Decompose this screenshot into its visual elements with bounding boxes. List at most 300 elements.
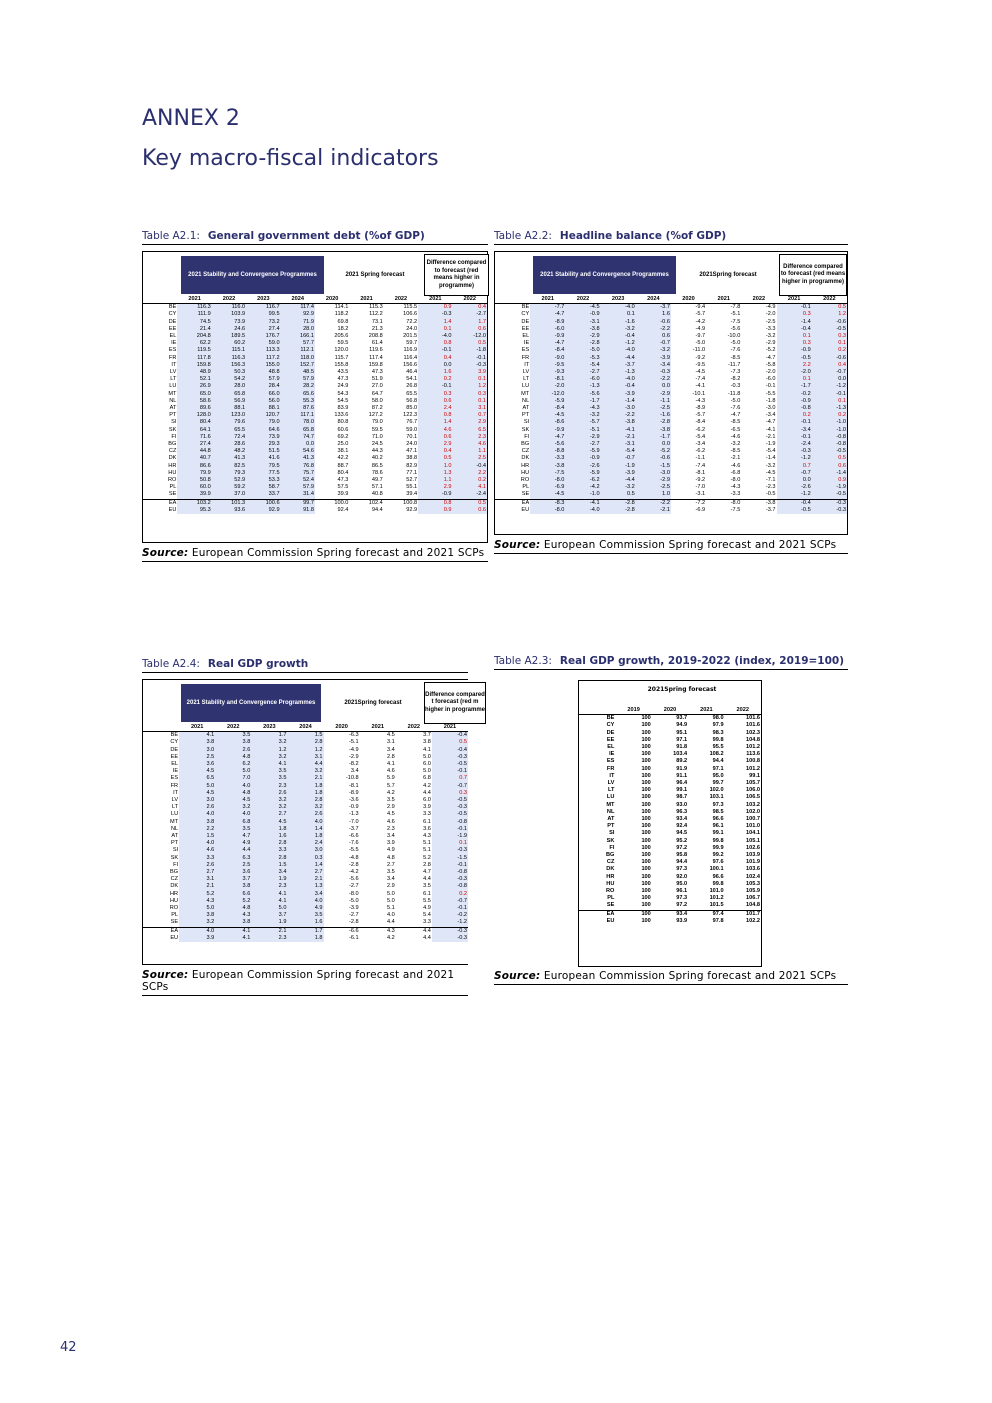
value-cell: 105.9 — [746, 888, 760, 895]
country-code-cell: EL — [607, 744, 615, 751]
table-row — [143, 761, 468, 768]
value-cell: 65.0 — [177, 391, 211, 398]
value-cell: 4.0 — [179, 840, 215, 847]
value-cell: 95.0 — [712, 772, 724, 779]
value-cell: -0.3 — [812, 507, 847, 514]
value-cell: 0.3 — [418, 391, 452, 398]
value-cell: -3.4 — [695, 441, 706, 448]
value-cell: -6.8 — [730, 469, 741, 476]
value-cell: 4.0 — [179, 927, 215, 935]
value-cell: 106.6 — [403, 311, 418, 318]
value-cell: 58.7 — [246, 484, 280, 491]
value-cell: 3.5 — [251, 768, 287, 775]
value-cell: -0.3 — [777, 448, 812, 455]
value-cell: -4.5 — [565, 304, 600, 312]
value-cell: -7.5 — [530, 470, 565, 477]
value-cell: 96.6 — [712, 816, 724, 823]
value-cell: -6.2 — [565, 477, 600, 484]
value-cell: 1.7 — [287, 927, 323, 935]
value-cell: 95.5 — [712, 744, 724, 751]
value-cell: -5.4 — [601, 448, 636, 455]
header-scp: 2021 Stability and Convergence Programmes — [181, 256, 324, 294]
value-cell: 155.0 — [246, 362, 280, 369]
value-cell: 96.1 — [676, 888, 688, 895]
value-cell: 48.2 — [212, 448, 246, 455]
value-cell: 2.3 — [251, 883, 287, 890]
table-row — [143, 869, 468, 876]
country-code-cell: LT — [607, 787, 615, 794]
value-cell: 3.4 — [386, 876, 395, 883]
value-cell: -8.8 — [530, 448, 565, 455]
value-cell: 0.3 — [287, 855, 323, 862]
value-cell: -2.4 — [777, 441, 812, 448]
growth-table — [143, 724, 468, 942]
year-header-cell: 2024 — [287, 724, 323, 732]
country-code-cell: CZ — [168, 448, 177, 455]
value-cell: -4.7 — [530, 340, 565, 347]
source-text: European Commission Spring forecast and 2021 SCPs — [543, 970, 837, 982]
value-cell: 2.8 — [386, 753, 395, 760]
value-cell: 3.8 — [179, 739, 215, 746]
value-cell: 3.1 — [287, 754, 323, 761]
value-cell: -2.2 — [636, 326, 671, 333]
value-cell: 4.6 — [453, 441, 487, 448]
value-cell: 52.7 — [406, 477, 418, 484]
value-cell: -5.2 — [765, 347, 776, 354]
value-cell: -5.6 — [349, 876, 359, 883]
value-cell: 0.1 — [812, 340, 847, 347]
value-cell: -5.0 — [349, 897, 359, 904]
value-cell: 94.4 — [371, 506, 383, 513]
country-code-cell: FR — [606, 765, 615, 772]
value-cell: 4.4 — [423, 876, 431, 883]
value-cell: 3.2 — [251, 797, 287, 804]
value-cell: 0.6 — [812, 463, 847, 470]
value-cell: 101.2 — [709, 895, 724, 902]
value-cell: 4.1 — [386, 761, 395, 768]
value-cell: 97.1 — [712, 765, 724, 772]
value-cell: 0.7 — [432, 775, 468, 782]
value-cell: 28.0 — [281, 326, 315, 333]
value-cell: 1.2 — [251, 747, 287, 754]
value-cell: 0.9 — [418, 507, 452, 514]
value-cell: -5.4 — [565, 362, 600, 369]
value-cell: 75.7 — [281, 470, 315, 477]
value-cell: 44.3 — [371, 448, 383, 455]
value-cell: -11.0 — [692, 347, 706, 354]
table-label: Table A2.1: — [142, 230, 200, 242]
value-cell: -4.7 — [765, 419, 776, 426]
table-row — [143, 891, 468, 898]
value-cell: -1.4 — [601, 398, 636, 405]
value-cell: 4.2 — [423, 782, 431, 789]
value-cell: 97.3 — [676, 895, 688, 902]
value-cell: 1.8 — [287, 935, 323, 942]
value-cell: 3.2 — [287, 804, 323, 811]
value-cell: 3.8 — [179, 819, 215, 826]
value-cell: 49.7 — [371, 477, 383, 484]
value-cell: -8.4 — [695, 419, 706, 426]
value-cell: -0.4 — [777, 326, 812, 333]
value-cell: 2.4 — [418, 405, 452, 412]
value-cell: 24.6 — [212, 326, 246, 333]
value-cell: -1.9 — [432, 833, 468, 840]
value-cell: 71.6 — [177, 434, 211, 441]
value-cell: -3.2 — [765, 333, 776, 340]
value-cell: 2.9 — [418, 484, 452, 491]
index-table-area — [494, 676, 848, 966]
country-code-cell: FR — [521, 354, 530, 361]
table-row — [495, 448, 847, 455]
value-cell: 100 — [641, 895, 651, 902]
value-cell: 152.7 — [281, 362, 315, 369]
value-cell: -2.0 — [777, 369, 812, 376]
country-code-cell: CY — [606, 722, 615, 729]
value-cell: 3.0 — [287, 847, 323, 854]
country-code-cell: IT — [173, 789, 179, 796]
table-row — [143, 847, 468, 854]
country-code-cell: EE — [168, 325, 177, 332]
value-cell: -5.8 — [765, 361, 776, 368]
value-cell: 41.3 — [212, 455, 246, 462]
value-cell: 2.3 — [251, 783, 287, 790]
value-cell: 115.7 — [334, 354, 349, 361]
value-cell: 2.9 — [386, 883, 395, 890]
value-cell: -4.5 — [530, 412, 565, 419]
value-cell: 56.9 — [212, 398, 246, 405]
value-cell: 4.8 — [215, 790, 251, 797]
value-cell: -5.4 — [695, 433, 706, 440]
table-row — [143, 376, 487, 383]
value-cell: 59.0 — [406, 426, 418, 433]
value-cell: 43.5 — [337, 369, 349, 376]
value-cell: 1.2 — [453, 383, 487, 390]
value-cell: 1.1 — [453, 448, 487, 455]
value-cell: -6.5 — [730, 426, 741, 433]
value-cell: -0.5 — [765, 491, 776, 498]
value-cell: -5.0 — [695, 340, 706, 347]
value-cell: 2.8 — [287, 797, 323, 804]
country-code-cell: AT — [607, 816, 615, 823]
value-cell: -6.0 — [765, 376, 776, 383]
country-code-cell: EU — [170, 934, 179, 941]
table-row — [143, 355, 487, 362]
country-code-cell: EU — [521, 506, 530, 513]
value-cell: -0.8 — [432, 883, 468, 890]
value-cell: 2.9 — [418, 441, 452, 448]
value-cell: -0.3 — [636, 369, 671, 376]
year-header-cell: 2022 — [565, 296, 600, 304]
value-cell: 117.1 — [281, 412, 315, 419]
value-cell: 6.0 — [423, 761, 431, 768]
value-cell: 100 — [641, 917, 651, 924]
value-cell: -2.9 — [565, 333, 600, 340]
value-cell: 0.0 — [418, 362, 452, 369]
value-cell: 2.1 — [251, 927, 287, 935]
value-cell: 55.1 — [406, 484, 418, 491]
value-cell: -6.3 — [349, 732, 359, 739]
value-cell: 91.8 — [676, 744, 688, 751]
value-cell: 113.6 — [746, 751, 760, 758]
value-cell: 100 — [641, 823, 651, 830]
country-code-cell: EA — [143, 927, 179, 935]
value-cell: -4.4 — [601, 355, 636, 362]
table-row — [495, 355, 847, 362]
value-cell: 7.0 — [215, 775, 251, 782]
value-cell: -2.1 — [730, 455, 741, 462]
value-cell: 5.5 — [423, 897, 431, 904]
value-cell: 0.6 — [418, 398, 452, 405]
value-cell: -3.3 — [765, 325, 776, 332]
value-cell: 102.2 — [746, 917, 760, 924]
year-header-cell: 2022 — [453, 296, 487, 304]
value-cell: 37.0 — [212, 491, 246, 499]
table-title — [494, 230, 848, 245]
value-cell: 1.6 — [636, 311, 671, 318]
value-cell: 0.2 — [812, 347, 847, 354]
country-code-cell: IT — [171, 361, 177, 368]
value-cell: -7.6 — [349, 840, 359, 847]
value-cell: 2.6 — [215, 747, 251, 754]
value-cell: -0.4 — [432, 747, 468, 754]
value-cell: 38.1 — [337, 448, 349, 455]
value-cell: -4.5 — [765, 469, 776, 476]
value-cell: 96.3 — [676, 808, 688, 815]
value-cell: 2.3 — [453, 434, 487, 441]
country-header-cell — [143, 724, 179, 732]
value-cell: 4.5 — [251, 819, 287, 826]
value-cell: 94.9 — [676, 722, 688, 729]
value-cell: 0.3 — [812, 333, 847, 340]
value-cell: -4.0 — [601, 376, 636, 383]
value-cell: -1.2 — [601, 340, 636, 347]
value-cell: 105.1 — [746, 837, 760, 844]
year-header-cell: 2022 — [812, 296, 847, 304]
value-cell: -4.3 — [730, 484, 741, 491]
value-cell: 3.2 — [251, 804, 287, 811]
value-cell: 51.5 — [246, 448, 280, 455]
value-cell: 104.8 — [746, 736, 760, 743]
value-cell: -0.3 — [432, 927, 468, 935]
value-cell: 117.8 — [177, 355, 211, 362]
value-cell: 27.4 — [177, 441, 211, 448]
value-cell: 176.7 — [246, 333, 280, 340]
value-cell: 59.2 — [212, 484, 246, 491]
country-code-cell: LT — [170, 376, 177, 383]
value-cell: -3.3 — [530, 455, 565, 462]
value-cell: 3.5 — [287, 912, 323, 919]
value-cell: 3.6 — [423, 825, 431, 832]
value-cell: 117.4 — [369, 354, 383, 361]
country-code-cell: SK — [606, 837, 615, 844]
value-cell: 4.6 — [386, 818, 395, 825]
value-cell: 2.7 — [287, 869, 323, 876]
value-cell: 4.6 — [179, 847, 215, 854]
country-code-cell: IE — [172, 768, 179, 775]
value-cell: 92.9 — [246, 507, 280, 514]
value-cell: -3.8 — [741, 499, 776, 507]
year-header-cell: 2020 — [652, 707, 688, 715]
value-cell: 189.5 — [212, 333, 246, 340]
value-cell: 24.5 — [371, 441, 383, 448]
value-cell: 105.7 — [746, 780, 760, 787]
value-cell: 88.7 — [337, 462, 349, 469]
value-cell: 100.0 — [315, 499, 349, 507]
value-cell: -0.5 — [812, 491, 847, 499]
value-cell: -8.1 — [349, 782, 359, 789]
table-row — [579, 766, 761, 773]
value-cell: 73.2 — [246, 319, 280, 326]
value-cell: 0.2 — [432, 891, 468, 898]
value-cell: -8.0 — [730, 477, 741, 484]
value-cell: -2.6 — [777, 484, 812, 491]
value-cell: 0.1 — [453, 376, 487, 383]
value-cell: 6.3 — [215, 855, 251, 862]
value-cell: -5.6 — [730, 325, 741, 332]
value-cell: 4.5 — [386, 811, 395, 818]
country-code-cell: ES — [170, 775, 179, 782]
table-row — [579, 809, 761, 816]
table-row — [579, 773, 761, 780]
value-cell: 102.0 — [746, 808, 760, 815]
value-cell: -9.2 — [695, 354, 706, 361]
value-cell: -0.9 — [777, 398, 812, 405]
table-row — [143, 768, 468, 775]
country-code-cell: BE — [168, 304, 177, 311]
value-cell: 42.2 — [337, 455, 349, 462]
value-cell: -3.9 — [601, 470, 636, 477]
value-cell: -4.0 — [565, 507, 600, 514]
value-cell: 4.7 — [215, 833, 251, 840]
value-cell: -2.2 — [636, 499, 671, 507]
value-cell: -1.0 — [812, 419, 847, 426]
year-header-cell: 2021 — [179, 724, 215, 732]
country-code-cell: PT — [607, 823, 615, 830]
value-cell: -8.9 — [530, 319, 565, 326]
value-cell: 0.0 — [281, 441, 315, 448]
value-cell: 41.6 — [246, 455, 280, 462]
value-cell: 101.3 — [212, 499, 246, 507]
value-cell: 39.9 — [177, 491, 211, 499]
value-cell: 25.0 — [337, 441, 349, 448]
value-cell: 2.9 — [453, 419, 487, 426]
country-code-cell: LU — [606, 794, 615, 801]
value-cell: -4.9 — [765, 304, 776, 311]
country-code-cell: LV — [169, 369, 177, 376]
value-cell: -1.8 — [765, 397, 776, 404]
value-cell: -3.7 — [601, 362, 636, 369]
value-cell: 21.3 — [371, 325, 383, 332]
value-cell: 100 — [641, 859, 651, 866]
value-cell: -8.0 — [349, 890, 359, 897]
value-cell: 3.0 — [179, 747, 215, 754]
table-row — [495, 470, 847, 477]
value-cell: 50.3 — [212, 369, 246, 376]
value-cell: -1.4 — [765, 455, 776, 462]
value-cell: -0.1 — [812, 391, 847, 398]
value-cell: -10.8 — [345, 775, 359, 782]
country-code-cell: HR — [521, 462, 530, 469]
value-cell: 100 — [615, 910, 651, 918]
country-code-cell: FR — [170, 782, 179, 789]
country-code-cell: MT — [606, 801, 615, 808]
value-cell: 1.1 — [418, 477, 452, 484]
value-cell: 114.1 — [334, 304, 349, 311]
table-row — [143, 739, 468, 746]
country-code-cell: SK — [168, 426, 177, 433]
value-cell: -0.5 — [432, 811, 468, 818]
value-cell: -4.6 — [730, 433, 741, 440]
value-cell: 47.3 — [371, 369, 383, 376]
value-cell: 112.1 — [281, 347, 315, 354]
value-cell: 5.2 — [423, 854, 431, 861]
value-cell: 2.1 — [179, 883, 215, 890]
value-cell: 1.8 — [287, 790, 323, 797]
value-cell: -0.3 — [432, 847, 468, 854]
value-cell: 4.0 — [287, 898, 323, 905]
value-cell: 156.6 — [403, 361, 418, 368]
table-row — [495, 333, 847, 340]
value-cell: 106.5 — [746, 794, 760, 801]
value-cell: 4.1 — [215, 927, 251, 935]
table-row — [143, 347, 487, 354]
table-row — [143, 876, 468, 883]
value-cell: -4.3 — [565, 405, 600, 412]
value-cell: -4.5 — [695, 369, 706, 376]
value-cell: -0.3 — [418, 311, 452, 318]
value-cell: 87.2 — [371, 405, 383, 412]
table-row — [495, 383, 847, 390]
country-code-cell: EE — [170, 753, 179, 760]
value-cell: 55.3 — [281, 398, 315, 405]
value-cell: 2.1 — [287, 876, 323, 883]
table-row — [143, 470, 487, 477]
value-cell: 79.6 — [212, 419, 246, 426]
value-cell: -6.1 — [349, 934, 359, 941]
value-cell: 4.8 — [215, 905, 251, 912]
value-cell: 99.7 — [712, 780, 724, 787]
value-cell: 77.5 — [246, 470, 280, 477]
value-cell: 44.8 — [177, 448, 211, 455]
value-cell: -3.2 — [730, 441, 741, 448]
value-cell: 3.8 — [179, 912, 215, 919]
country-code-cell: SI — [609, 830, 615, 837]
value-cell: -5.1 — [349, 739, 359, 746]
value-cell: 4.4 — [287, 761, 323, 768]
value-cell: 93.4 — [652, 910, 688, 918]
country-code-cell: NL — [169, 397, 177, 404]
value-cell: -3.8 — [530, 463, 565, 470]
value-cell: 101.2 — [746, 765, 760, 772]
country-code-cell: EL — [171, 761, 179, 768]
value-cell: -5.5 — [765, 390, 776, 397]
value-cell: 201.5 — [403, 333, 418, 340]
value-cell: -4.2 — [695, 318, 706, 325]
value-cell: 4.1 — [251, 898, 287, 905]
value-cell: -7.5 — [730, 318, 741, 325]
value-cell: -12.0 — [530, 391, 565, 398]
value-cell: 5.7 — [386, 782, 395, 789]
value-cell: -0.9 — [418, 491, 452, 499]
country-code-cell: AT — [522, 405, 530, 412]
table-row — [495, 405, 847, 412]
year-header-cell: 2022 — [725, 707, 761, 715]
value-cell: -2.0 — [530, 383, 565, 390]
value-cell: -0.6 — [636, 455, 671, 462]
value-cell: 87.6 — [281, 405, 315, 412]
country-header-cell — [579, 707, 615, 715]
value-cell: -9.5 — [695, 361, 706, 368]
